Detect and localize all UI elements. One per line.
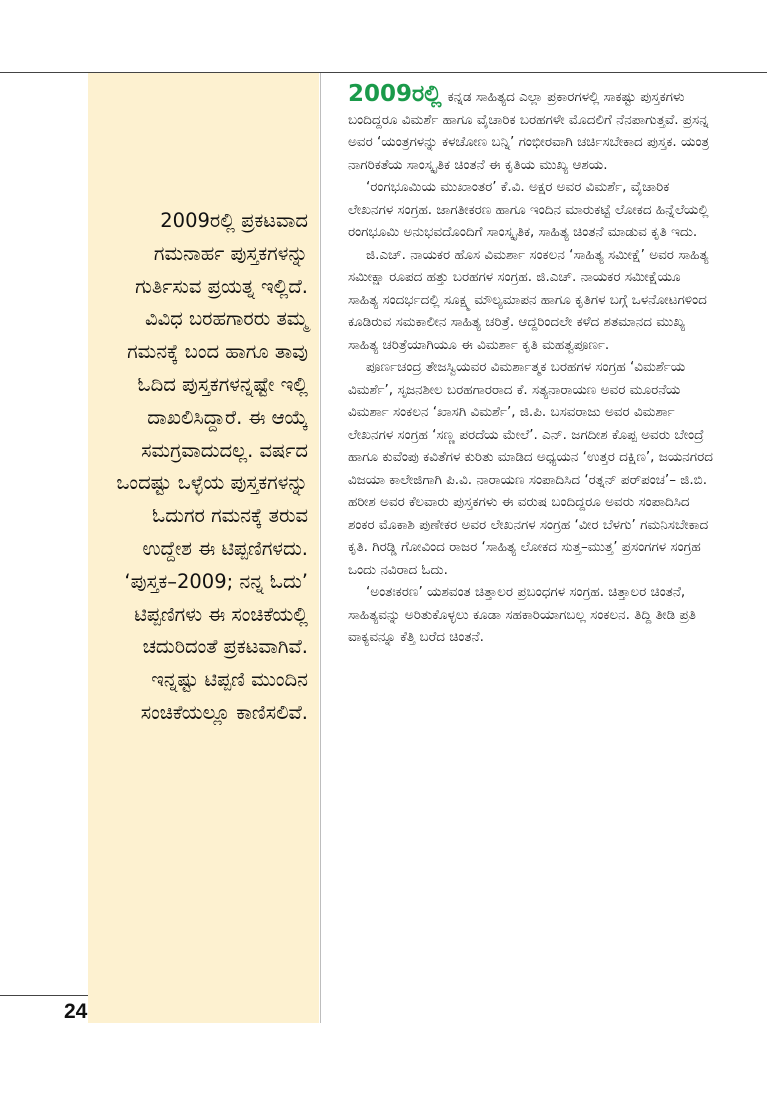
footer-rule <box>0 995 88 996</box>
column-divider <box>320 73 321 1023</box>
article-paragraph-text: ಕನ್ನಡ ಸಾಹಿತ್ಯದ ಎಲ್ಲಾ ಪ್ರಕಾರಗಳಲ್ಲಿ ಸಾಕಷ್ಟು ಪುಸ್ತಕಗಳು ಬಂದಿದ್ದರೂ ವಿಮರ್ಶೆ ಹಾಗೂ ವೈಚಾರಿಕ ಬರಹಗಳೇ ಮೊದಲಿಗೆ ನೆನಪಾಗುತ್ತವೆ. ಪ್ರಸನ್ನ ಅವರ ‘ಯಂತ್ರಗಳನ್ನು ಕಳಚೋಣ ಬನ್ನಿ’ ಗಂಭೀರವಾಗಿ ಚರ್ಚಿಸಬೇಕಾದ ಪುಸ್ತಕ. ಯಂತ್ರ ನಾಗರಿಕತೆಯ ಸಾಂಸ್ಕೃತಿಕ ಚಿಂತನೆ ಈ ಕೃತಿಯ ಮುಖ್ಯ ಆಶಯ. <box>348 89 710 173</box>
page-number: 24 <box>64 1000 88 1023</box>
pull-quote <box>100 205 308 730</box>
article-paragraph: ಪೂರ್ಣಚಂದ್ರ ತೇಜಸ್ವಿಯವರ ವಿಮರ್ಶಾತ್ಮಕ ಬರಹಗಳ ಸಂಗ್ರಹ ‘ವಿಮರ್ಶೆಯ ವಿಮರ್ಶೆ’, ಸೃಜನಶೀಲ ಬರಹಗಾರರಾದ ಕೆ. ಸತ್ಯನಾರಾಯಣ ಅವರ ಮೂರನೆಯ ವಿಮರ್ಶಾ ಸಂಕಲನ ‘ಖಾಸಗಿ ವಿಮರ್ಶೆ’, ಜಿ.ಪಿ. ಬಸವರಾಜು ಅವರ ವಿಮರ್ಶಾ ಲೇಖನಗಳ ಸಂಗ್ರಹ ‘ಸಣ್ಣ ಪರದೆಯ ಮೇಲೆ’. ಎನ್. ಜಗದೀಶ ಕೊಪ್ಪ ಅವರು ಬೇಂದ್ರೆ ಹಾಗೂ ಕುವೆಂಪು ಕವಿತೆಗಳ ಕುರಿತು ಮಾಡಿದ ಅಧ್ಯಯನ ‘ಉತ್ತರ ದಕ್ಷಿಣ’, ಜಯನಗರದ ವಿಜಯಾ ಕಾಲೇಜಿಗಾಗಿ ಪಿ.ವಿ. ನಾರಾಯಣ ಸಂಪಾದಿಸಿದ ‘ರತ್ನನ್ ಪರ್‌ಪಂಚ’– ಜಿ.ಬಿ. ಹರೀಶ ಅವರ ಕೆಲವಾರು ಪುಸ್ತಕಗಳು ಈ ವರುಷ ಬಂದಿದ್ದರೂ ಅವರು ಸಂಪಾದಿಸಿದ ಶಂಕರ ಮೊಕಾಶಿ ಪುಣೇಕರ ಅವರ ಲೇಖನಗಳ ಸಂಗ್ರಹ ‘ವೀರ ಬೆಳಗು’ ಗಮನಿಸಬೇಕಾದ ಕೃತಿ. ಗಿರಡ್ಡಿ ಗೋವಿಂದ ರಾಜರ ‘ಸಾಹಿತ್ಯ ಲೋಕದ ಸುತ್ತ–ಮುತ್ತ’ ಪ್ರಸಂಗಗಳ ಸಂಗ್ರಹ ಒಂದು ನವಿರಾದ ಓದು. <box>348 359 713 578</box>
lead-highlight: 2009ರಲ್ಲಿ <box>348 81 442 107</box>
article-paragraph: ‘ರಂಗಭೂಮಿಯ ಮುಖಾಂತರ’ ಕೆ.ವಿ. ಅಕ್ಷರ ಅವರ ವಿಮರ್ಶೆ, ವೈಚಾರಿಕ ಲೇಖನಗಳ ಸಂಗ್ರಹ. ಜಾಗತೀಕರಣ ಹಾಗೂ ಇಂದಿನ ಮಾರುಕಟ್ಟೆ ಲೋಕದ ಹಿನ್ನೆಲೆಯಲ್ಲಿ ರಂಗಭೂಮಿ ಅನುಭವದೊಂದಿಗೆ ಸಾಂಸ್ಕೃತಿಕ, ಸಾಹಿತ್ಯ ಚಿಂತನೆ ಮಾಡುವ ಕೃತಿ ಇದು. <box>348 179 709 240</box>
article-body <box>348 83 714 649</box>
article-paragraph: ‘ಅಂತಃಕರಣ’ ಯಶವಂತ ಚಿತ್ತಾಲರ ಪ್ರಬಂಧಗಳ ಸಂಗ್ರಹ. ಚಿತ್ತಾಲರ ಚಿಂತನೆ, ಸಾಹಿತ್ಯವನ್ನು ಅರಿತುಕೊಳ್ಳಲು ಕೂಡಾ ಸಹಕಾರಿಯಾಗಬಲ್ಲ ಸಂಕಲನ. ತಿದ್ದಿ ತೀಡಿ ಪ್ರತಿ ವಾಕ್ಯವನ್ನೂ ಕೆತ್ತಿ ಬರೆದ ಚಿಂತನೆ. <box>348 584 696 645</box>
article-paragraph <box>348 83 714 176</box>
article-paragraph: ಜಿ.ಎಚ್. ನಾಯಕರ ಹೊಸ ವಿಮರ್ಶಾ ಸಂಕಲನ ‘ಸಾಹಿತ್ಯ ಸಮೀಕ್ಷೆ’ ಅವರ ಸಾಹಿತ್ಯ ಸಮೀಕ್ಷಾ ರೂಪದ ಹತ್ತು ಬರಹಗಳ ಸಂಗ್ರಹ. ಜಿ.ಎಚ್. ನಾಯಕರ ಸಮೀಕ್ಷೆಯೂ ಸಾಹಿತ್ಯ ಸಂದರ್ಭದಲ್ಲಿ ಸೂಕ್ಷ್ಮ ಮೌಲ್ಯಮಾಪನ ಹಾಗೂ ಕೃತಿಗಳ ಬಗ್ಗೆ ಒಳನೋಟಗಳಿಂದ ಕೂಡಿರುವ ಸಮಕಾಲೀನ ಸಾಹಿತ್ಯ ಚರಿತ್ರೆ. ಆದ್ದರಿಂದಲೇ ಕಳೆದ ಶತಮಾನದ ಮುಖ್ಯ ಸಾಹಿತ್ಯ ಚರಿತ್ರೆಯಾಗಿಯೂ ಈ ವಿಮರ್ಶಾ ಕೃತಿ ಮಹತ್ವಪೂರ್ಣ. <box>348 246 709 353</box>
pull-quote-text: 2009ರಲ್ಲಿ ಪ್ರಕಟವಾದ ಗಮನಾರ್ಹ ಪುಸ್ತಕಗಳನ್ನು ಗುರ್ತಿಸುವ ಪ್ರಯತ್ನ ಇಲ್ಲಿದೆ. ವಿವಿಧ ಬರಹಗಾರರು ತಮ್ಮ ಗಮನಕ್ಕೆ ಬಂದ ಹಾಗೂ ತಾವು ಓದಿದ ಪುಸ್ತಕಗಳನ್ನಷ್ಟೇ ಇಲ್ಲಿ ದಾಖಲಿಸಿದ್ದಾರೆ. ಈ ಆಯ್ಕೆ ಸಮಗ್ರವಾದುದಲ್ಲ. ವರ್ಷದ ಒಂದಷ್ಟು ಒಳ್ಳೆಯ ಪುಸ್ತಕಗಳನ್ನು ಓದುಗರ ಗಮನಕ್ಕೆ ತರುವ ಉದ್ದೇಶ ಈ ಟಿಪ್ಪಣಿಗಳದು. ‘ಪುಸ್ತಕ–2009; ನನ್ನ ಓದು’ ಟಿಪ್ಪಣಿಗಳು ಈ ಸಂಚಿಕೆಯಲ್ಲಿ ಚದುರಿದಂತೆ ಪ್ರಕಟವಾಗಿವೆ. ಇನ್ನಷ್ಟು ಟಿಪ್ಪಣಿ ಮುಂದಿನ ಸಂಚಿಕೆಯಲ್ಲೂ ಕಾಣಿಸಲಿವೆ. <box>116 209 308 724</box>
